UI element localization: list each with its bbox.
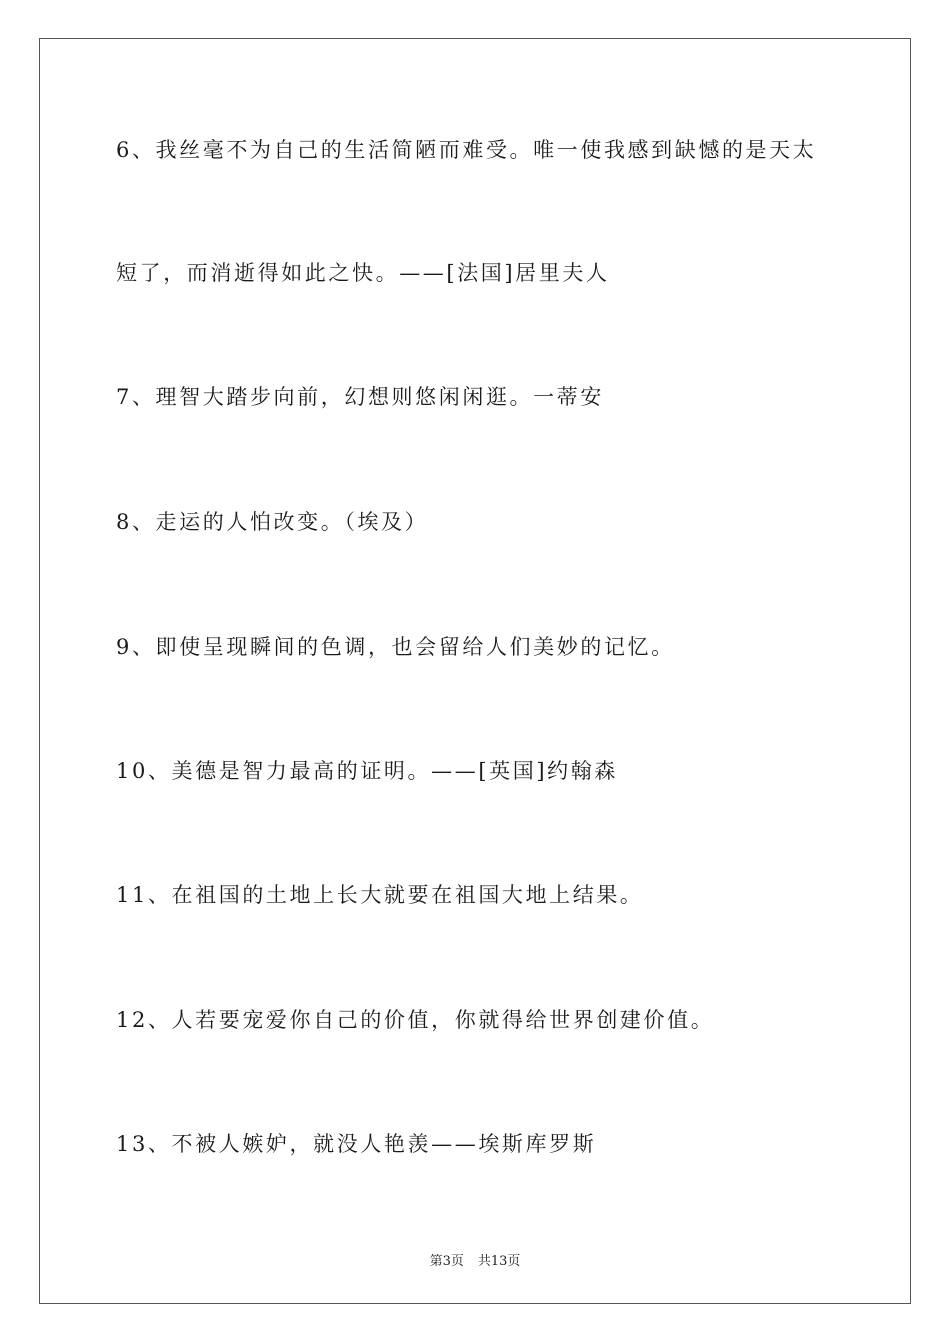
page-border (39, 38, 911, 1304)
page-total: 共13页 (477, 1254, 521, 1269)
quote-6-line-1: 6、我丝毫不为自己的生活简陋而难受。唯一使我感到缺憾的是天太 (116, 138, 817, 162)
quote-10: 10、美德是智力最高的证明。——[英国]约翰森 (116, 759, 618, 783)
page-footer (0, 1250, 950, 1269)
quote-11: 11、在祖国的土地上长大就要在祖国大地上结果。 (116, 883, 644, 907)
quote-13: 13、不被人嫉妒，就没人艳羡——埃斯库罗斯 (116, 1132, 597, 1156)
quote-8: 8、走运的人怕改变。（埃及） (116, 510, 429, 534)
quote-12: 12、人若要宠爱你自己的价值，你就得给世界创建价值。 (116, 1008, 715, 1032)
page-number: 第3页 (429, 1254, 464, 1269)
quote-6-line-2: 短了，而消逝得如此之快。——[法国]居里夫人 (116, 261, 610, 285)
quote-9: 9、即使呈现瞬间的色调，也会留给人们美妙的记忆。 (116, 635, 675, 659)
quote-7: 7、理智大踏步向前，幻想则悠闲闲逛。一蒂安 (116, 385, 604, 409)
